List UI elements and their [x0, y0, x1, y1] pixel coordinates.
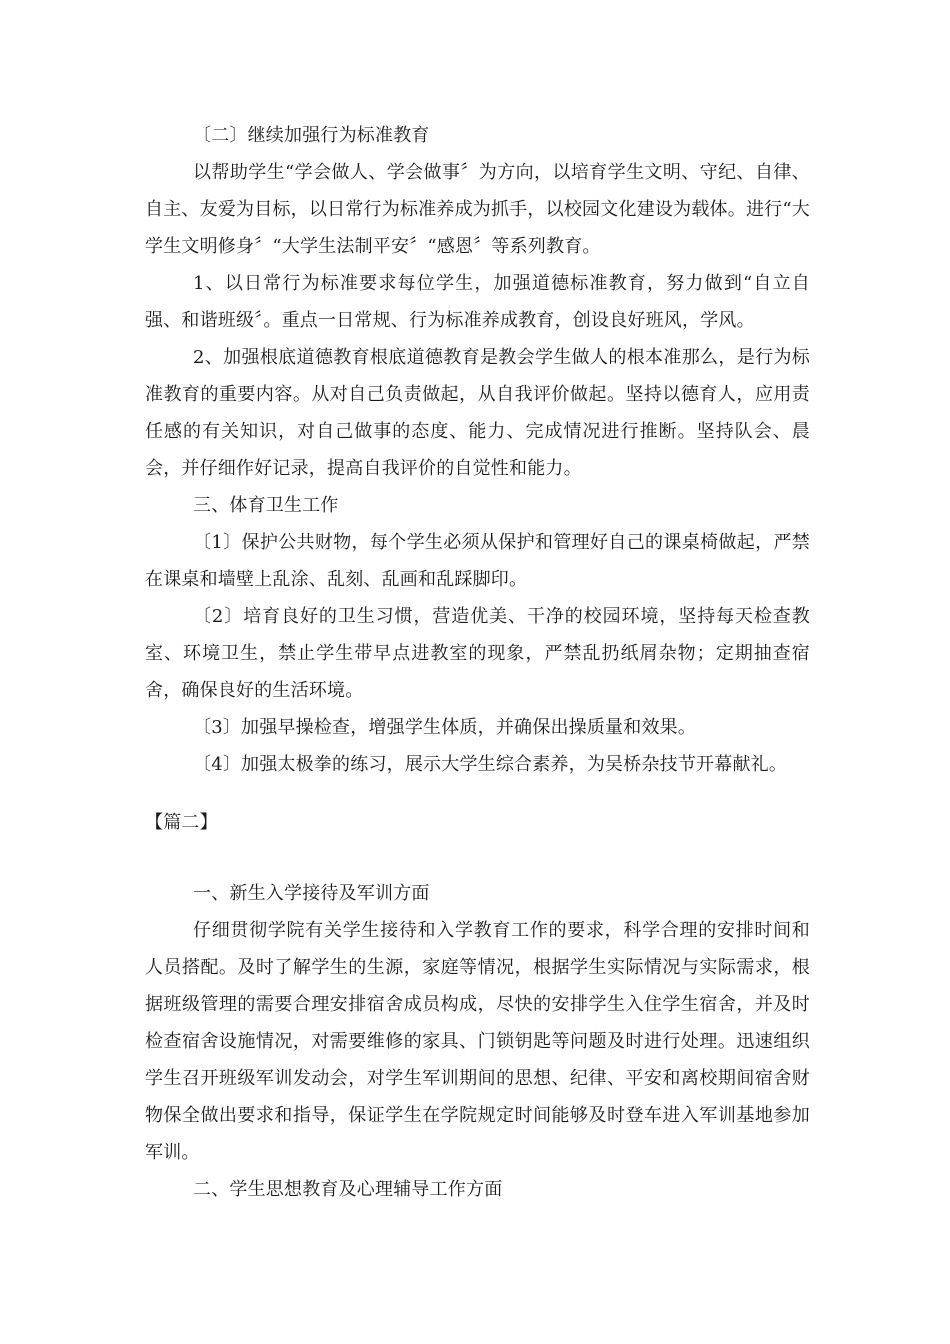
list-item-2: 2、加强根底道德教育根底道德教育是教会学生做人的根本准那么，是行为标准教育的重要内容。从对自己负责做起，从自我评价做起。坚持以德育人，应用责任感的有关知识，对自己做事的态度、能力、完成情况进行推断。坚持队会、晨会，并仔细作好记录，提高自我评价的自觉性和能力。	[145, 347, 810, 479]
sports-item-1: 〔1〕保护公共财物，每个学生必须从保护和管理好自己的课桌椅做起，严禁在课桌和墙壁上乱涂、乱刻、乱画和乱踩脚印。	[145, 532, 810, 590]
heading-behavior-education: 〔二〕继续加强行为标准教育	[193, 125, 430, 146]
heading-new-students: 一、新生入学接待及军训方面	[193, 883, 430, 904]
paragraph-direction: 以帮助学生“学会做人、学会做事〞为方向，以培育学生文明、守纪、自律、自主、友爱为目标，以日常行为标准养成为抓手，以校园文化建设为载体。进行“大学生文明修身〞“大学生法制平安〞“感恩〞等系列教育。	[145, 162, 810, 257]
heading-ideology: 二、学生思想教育及心理辅导工作方面	[193, 1179, 503, 1200]
paragraph-new-students: 仔细贯彻学院有关学生接待和入学教育工作的要求，科学合理的安排时间和人员搭配。及时了解学生的生源，家庭等情况，根据学生实际情况与实际需求，根据班级管理的需要合理安排宿舍成员构成，尽快的安排学生入住学生宿舍，并及时检查宿舍设施情况，对需要维修的家具、门锁钥匙等问题及时进行处理。迅速组织学生召开班级军训发动会，对学生军训期间的思想、纪律、平安和离校期间宿舍财物保全做出要求和指导，保证学生在学院规定时间能够及时登车进入军训基地参加军训。	[145, 920, 810, 1163]
sports-item-4: 〔4〕加强太极拳的练习，展示大学生综合素养，为吴桥杂技节开幕献礼。	[193, 754, 788, 775]
sports-item-3: 〔3〕加强早操检查，增强学生体质，并确保出操质量和效果。	[193, 717, 697, 738]
list-item-1: 1、以日常行为标准要求每位学生，加强道德标准教育，努力做到“自立自强、和谐班级〞。重点一日常规、行为标准养成教育，创设良好班风，学风。	[145, 273, 810, 331]
part-two-title: 【篇二】	[145, 812, 218, 833]
heading-sports-hygiene: 三、体育卫生工作	[193, 495, 339, 516]
sports-item-2: 〔2〕培育良好的卫生习惯，营造优美、干净的校园环境，坚持每天检查教室、环境卫生，禁止学生带早点进教室的现象，严禁乱扔纸屑杂物；定期抽查宿舍，确保良好的生活环境。	[145, 606, 810, 701]
